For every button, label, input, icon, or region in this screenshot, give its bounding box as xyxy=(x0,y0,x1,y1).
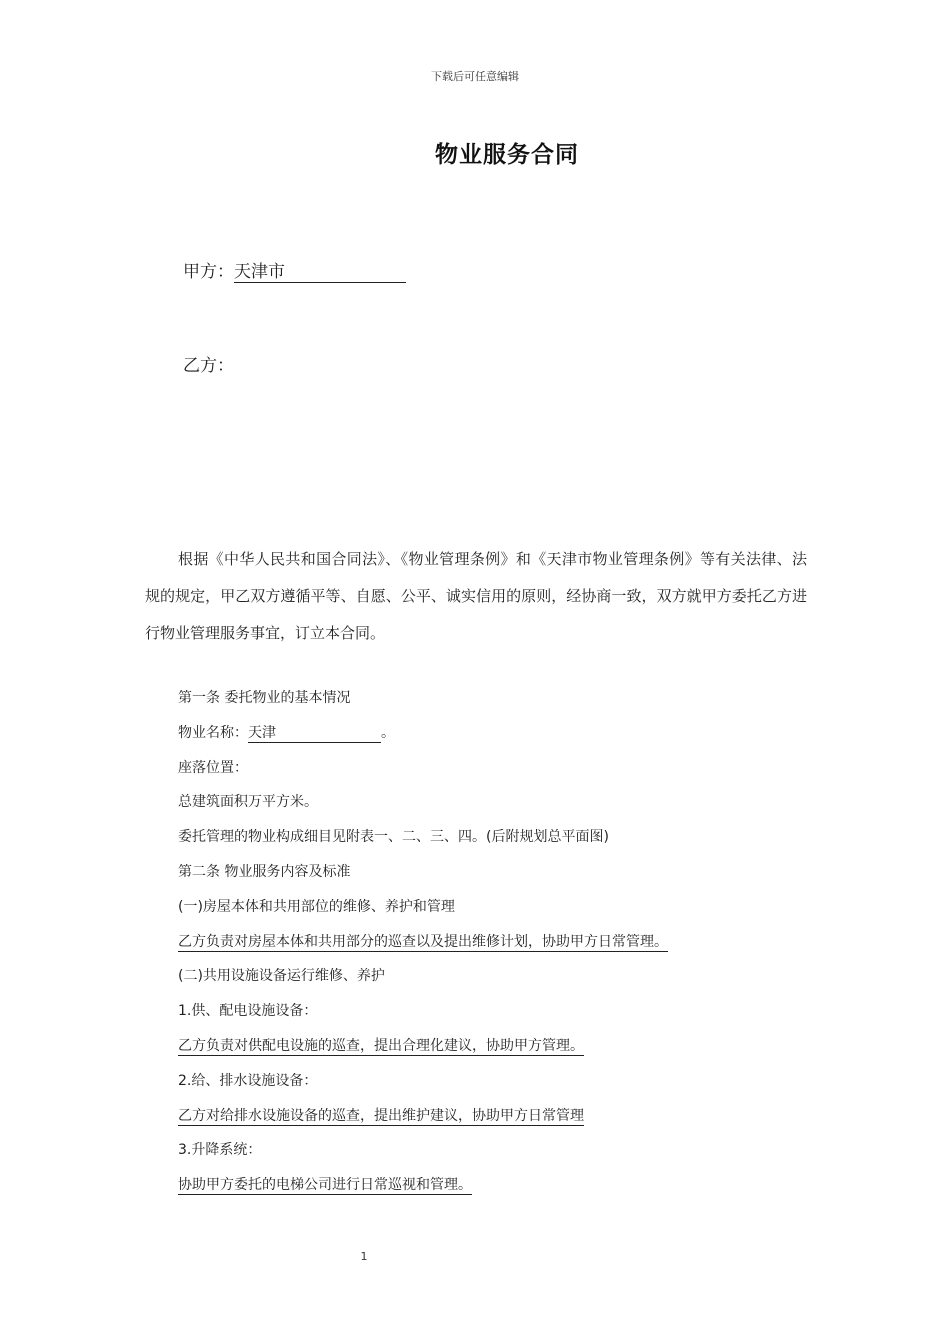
article-1-heading: 第一条 委托物业的基本情况 xyxy=(178,690,351,706)
item-2-heading: (二)共用设施设备运行维修、养护 xyxy=(178,968,385,985)
party-a-line xyxy=(183,257,406,283)
sub-2-content-line xyxy=(178,1102,828,1137)
preamble-paragraph xyxy=(145,541,807,652)
page-number: 1 xyxy=(360,1250,368,1263)
property-name-line xyxy=(178,719,828,754)
preamble-text: 根据《中华人民共和国合同法》、《物业管理条例》和《天津市物业管理条例》等有关法律、法规的规定，甲乙双方遵循平等、自愿、公平、诚实信用的原则，经协商一致，双方就甲方委托乙方进行物业管理服务事宜，订立本合同。 xyxy=(145,550,807,642)
page-title: 物业服务合同 xyxy=(435,142,579,168)
location-line: 座落位置： xyxy=(178,759,248,776)
contract-clauses xyxy=(178,684,828,1206)
sub-1-heading: 1.供、配电设施设备： xyxy=(178,1003,318,1020)
item-1-content-line xyxy=(178,928,828,963)
composition-line: 委托管理的物业构成细目见附表一、二、三、四。(后附规划总平面图) xyxy=(178,829,609,846)
sub-2-heading: 2.给、排水设施设备： xyxy=(178,1072,318,1089)
area-line: 总建筑面积万平方米。 xyxy=(178,794,318,811)
property-name-label: 物业名称： xyxy=(178,724,248,741)
sub-3-content-line xyxy=(178,1171,828,1206)
party-b-label: 乙方： xyxy=(183,356,234,376)
sub-3-heading: 3.升降系统： xyxy=(178,1142,262,1159)
item-1-content: 乙方负责对房屋本体和共用部分的巡查以及提出维修计划，协助甲方日常管理。 xyxy=(178,933,668,950)
property-name-value: 天津 xyxy=(248,724,381,743)
sub-1-content-line xyxy=(178,1032,828,1067)
article-2-heading: 第二条 物业服务内容及标准 xyxy=(178,863,351,880)
party-a-label: 甲方： xyxy=(183,262,234,282)
sub-2-content: 乙方对给排水设施设备的巡查，提出维护建议，协助甲方日常管理 xyxy=(178,1107,584,1124)
sub-1-content: 乙方负责对供配电设施的巡查，提出合理化建议，协助甲方管理。 xyxy=(178,1037,584,1054)
property-name-end: 。 xyxy=(381,724,395,741)
party-a-value: 天津市 xyxy=(234,263,406,283)
sub-3-content: 协助甲方委托的电梯公司进行日常巡视和管理。 xyxy=(178,1177,472,1194)
party-b-line xyxy=(183,351,234,376)
item-1-heading: (一)房屋本体和共用部位的维修、养护和管理 xyxy=(178,898,455,915)
header-note: 下载后可任意编辑 xyxy=(431,70,519,83)
